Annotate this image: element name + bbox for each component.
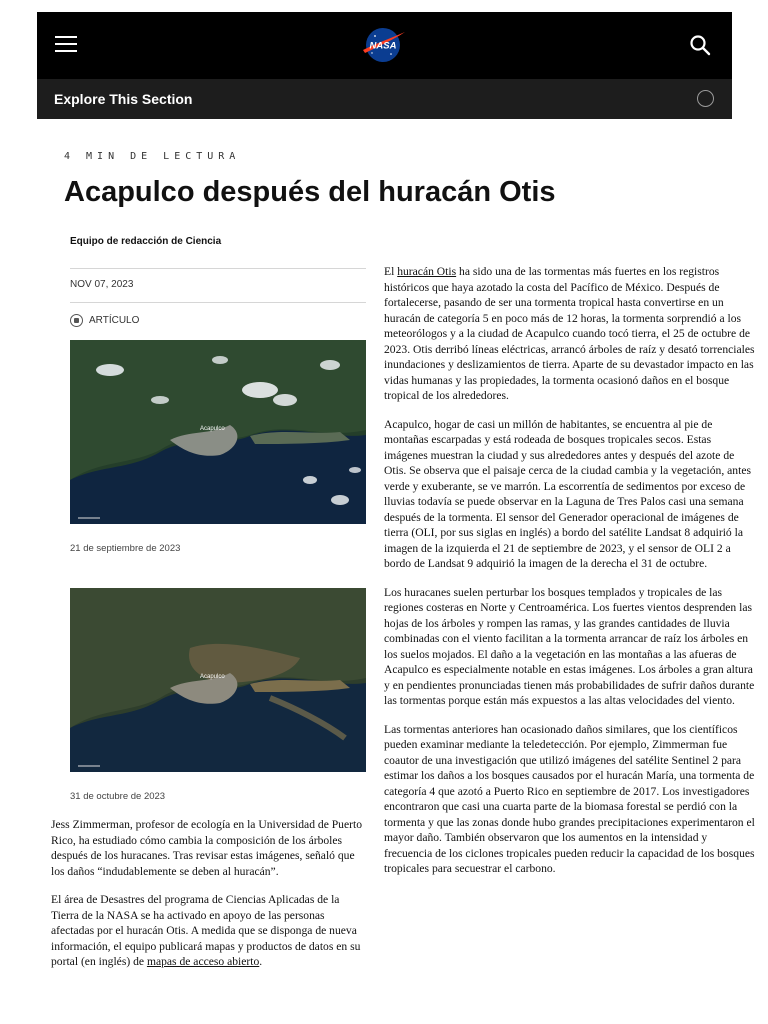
explore-section-label: Explore This Section [54,91,193,107]
nasa-logo[interactable] [361,26,407,64]
image-caption: 21 de septiembre de 2023 [70,543,181,554]
paragraph-text: ha sido una de las tormentas más fuertes en los registros históricos que haya azotado la costa del Pacífico de México. Después de fortalecerse, pasando de ser una tormenta tropical hasta convertirse en un huracán de categoría 5 en poco más de 12 horas, la tormenta sorprendió a los meteorólogos y a la ciudad de Acapulco cuando tocó tierra, el 25 de octubre de 2023. Otis derribó líneas eléctricas, arrancó árboles de raíz y desató torrenciales inundaciones y deslizamientos de tierra. Aparte de su devastador impacto en las vidas humanas y las propiedades, la tormenta ocasionó daños en el bosque tropical de los alrededores. [384,265,755,402]
article-type-icon [70,314,83,327]
explore-section-bar[interactable] [37,79,732,119]
satellite-image-before[interactable] [70,340,366,524]
search-icon[interactable] [689,34,711,56]
left-column-text [51,817,363,983]
paragraph: Los huracanes suelen perturbar los bosques templados y tropicales de las regiones costeras en Norte y Centroamérica. Los fuertes vientos desprenden las hojas de los árboles y rompen las ramas, y las grandes cantidades de lluvia combinadas con el viento facilitan a la tormenta arrancar de raíz los árboles en los suelos mojados. El daño a la vegetación en las montañas a las afueras de Acapulco es especialmente notable en estas imágenes. Los árboles a gran altura y en pendientes pronunciadas tienen más probabilidades de sufrir daños durante las tormentas porque están más expuestos a las altas velocidades del viento. [384,585,755,707]
paragraph-start: El [384,265,398,278]
author-name[interactable]: Equipo de redacción de Ciencia [70,236,222,247]
publish-date: NOV 07, 2023 [70,279,134,290]
paragraph [51,892,363,970]
paragraph [384,264,756,404]
paragraph: Las tormentas anteriores han ocasionado daños similares, que los científicos pueden examinar mediante la teledetección. Por ejemplo, Zimmerman fue coautor de una investigación que utilizó imágenes del satélite Sentinel 2 para estimar los daños a los bosques causados por el huracán María, una tormenta de categoría 4 que azotó a Puerto Rico en septiembre de 2017. Los investigadores encontraron que casi una cuarta parte de la biomasa forestal se perdió con la tormenta y que las zonas donde hubo grandes precipitaciones experimentaron el mayor daño. También observaron que los aumentos en la intensidad y frecuencia de los ciclones tropicales pueden reducir la capacidad de los bosques tropicales para secuestrar el carbono. [384,722,755,875]
hurricane-otis-link[interactable]: huracán Otis [397,265,457,278]
page-title: Acapulco después del huracán Otis [64,176,556,208]
svg-text:Acapulco: Acapulco [200,674,225,680]
svg-text:Acapulco: Acapulco [200,426,225,432]
image-caption: 31 de octubre de 2023 [70,791,166,802]
paragraph-text: El área de Desastres del programa de Ciencias Aplicadas de la Tierra de la NASA se ha activado en apoyo de las personas afectadas por el huracán Otis. A medida que se disponga de nueva información, el equipo publicará mapas y productos de datos en su portal (en inglés) de [51,893,361,968]
right-column-text [384,264,756,890]
divider [70,302,366,303]
article-type-label: ARTÍCULO [89,315,140,326]
satellite-image-after[interactable] [70,588,366,772]
paragraph-end: . [259,955,263,968]
read-time: 4 MIN DE LECTURA [64,151,241,162]
svg-text:NASA: NASA [369,40,397,52]
hamburger-menu-icon[interactable] [55,36,77,54]
paragraph: Jess Zimmerman, profesor de ecología en la Universidad de Puerto Rico, ha estudiado cómo cambia la composición de los árboles después de los huracanes. Tras revisar estas imágenes, señaló que los daños “indudablemente se deben al huracán”. [51,818,363,878]
open-access-maps-link[interactable]: mapas de acceso abierto [146,955,260,968]
circle-toggle-icon[interactable] [697,90,714,107]
divider [70,268,366,269]
top-navigation-bar [37,12,732,79]
paragraph: Acapulco, hogar de casi un millón de habitantes, se encuentra al pie de montañas escarpadas y está rodeada de bosques tropicales secos. Estas imágenes muestran la ciudad y sus alrededores antes y después del azote de Otis. Se observa que el paisaje cerca de la ciudad cambia y la vegetación, antes verde y exuberante, se ve marrón. La escorrentía de sedimentos por exceso de lluvias todavía se puede observar en la Laguna de Tres Palos casi una semana después de la tormenta. El sensor del Generador operacional de imágenes de tierra (OLI, por sus siglas en inglés) a bordo del satélite Landsat 8 adquirió la imagen de la izquierda el 21 de septiembre de 2023, y el sensor de OLI 2 a bordo de Landsat 9 adquirió la imagen de la derecha el 31 de octubre. [384,417,751,570]
